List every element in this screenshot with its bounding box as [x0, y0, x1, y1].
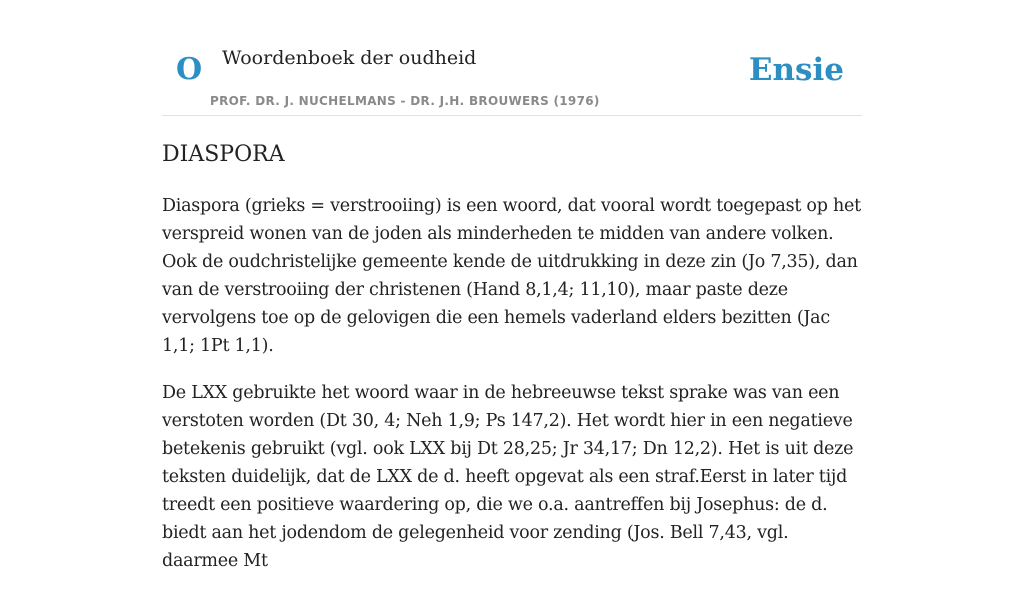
article-paragraph: De LXX gebruikte het woord waar in de hebreeuwse tekst sprake was van een verstoten worden (Dt 30, 4; Neh 1,9; Ps 147,2). Het wordt hier in een negatieve betekenis gebruikt (vgl. ook LXX bij Dt 28,25; Jr 34,17; Dn 12,2). Het is uit deze teksten duidelijk, dat de LXX de d. heeft opgevat als een straf.Eerst in later tijd treedt een positieve waardering op, die we o.a. aantreffen bij Josephus: de d. biedt aan het jodendom de gelegenheid voor zending (Jos. Bell 7,43, vgl. daarmee Mt [162, 383, 854, 571]
article-paragraph: Diaspora (grieks = verstrooiing) is een woord, dat vooral wordt toegepast op het verspreid wonen van de joden als minderheden te midden van andere volken. Ook de oudchristelijke gemeente kende de uitdrukking in deze zin (Jo 7,35), dan van de verstrooiing der christenen (Hand 8,1,4; 11,10), maar paste deze vervolgens toe op de gelovigen die een hemels vaderland elders bezitten (Jac 1,1; 1Pt 1,1). [162, 196, 861, 356]
book-authors: PROF. DR. J. NUCHELMANS - DR. J.H. BROUWERS (1976) [210, 94, 600, 108]
book-header [162, 0, 862, 116]
ensie-logo-link[interactable]: Ensie [748, 52, 844, 88]
article-body [162, 192, 862, 594]
article-title: DIASPORA [162, 142, 285, 167]
book-title-link[interactable]: Woordenboek der oudheid [222, 47, 477, 69]
book-letter-badge[interactable]: O [176, 52, 203, 87]
